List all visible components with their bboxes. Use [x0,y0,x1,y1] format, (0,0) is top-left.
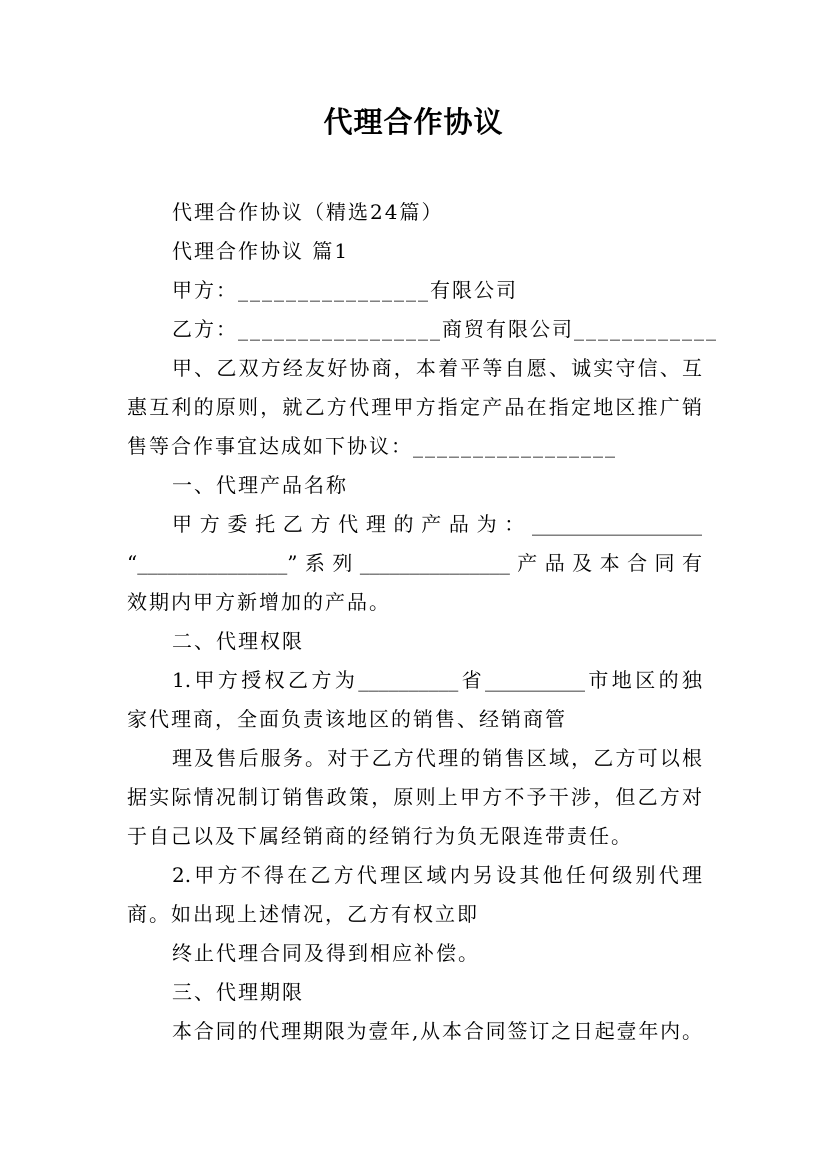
paragraph-line: 惠互利的原则，就乙方代理甲方指定产品在指定地区推广销 [127,395,702,419]
section-heading-article-1: 代理合作协议 篇1 [172,239,350,263]
document-title: 代理合作协议 [323,105,504,139]
heading-product-name: 一、代理产品名称 [172,473,348,497]
party-a-line: 甲方：________________有限公司 [172,278,518,302]
paragraph-line: 甲方委托乙方代理的产品为：_________________ [172,512,702,536]
paragraph-line: 甲、乙双方经友好协商，本着平等自愿、诚实守信、互 [172,356,702,380]
paragraph-line: 本合同的代理期限为壹年,从本合同签订之日起壹年内。 [172,1019,702,1043]
paragraph-line: 于自己以及下属经销商的经销行为负无限连带责任。 [127,824,633,848]
paragraph-line: 理及售后服务。对于乙方代理的销售区域，乙方可以根 [172,746,702,770]
paragraph-line: 商。如出现上述情况，乙方有权立即 [127,902,479,926]
paragraph-line: 售等合作事宜达成如下协议：_________________ [127,434,617,458]
paragraph-line: 终止代理合同及得到相应补偿。 [172,941,480,965]
subtitle-line: 代理合作协议（精选24篇） [172,200,444,224]
heading-agency-term: 三、代理期限 [172,980,304,1004]
paragraph-line: 家代理商，全面负责该地区的销售、经销商管 [127,707,567,731]
paragraph-line: 2.甲方不得在乙方代理区域内另设其他任何级别代理 [172,863,702,887]
paragraph-line: 据实际情况制订销售政策，原则上甲方不予干涉，但乙方对 [127,785,702,809]
paragraph-line: 效期内甲方新增加的产品。 [127,590,391,614]
paragraph-line: “_______________”系列_______________产品及本合同有 [127,551,702,575]
paragraph-line: 1.甲方授权乙方为__________省__________市地区的独 [172,668,702,692]
heading-agency-authority: 二、代理权限 [172,629,304,653]
party-b-line: 乙方：_________________商贸有限公司____________ [172,317,718,341]
